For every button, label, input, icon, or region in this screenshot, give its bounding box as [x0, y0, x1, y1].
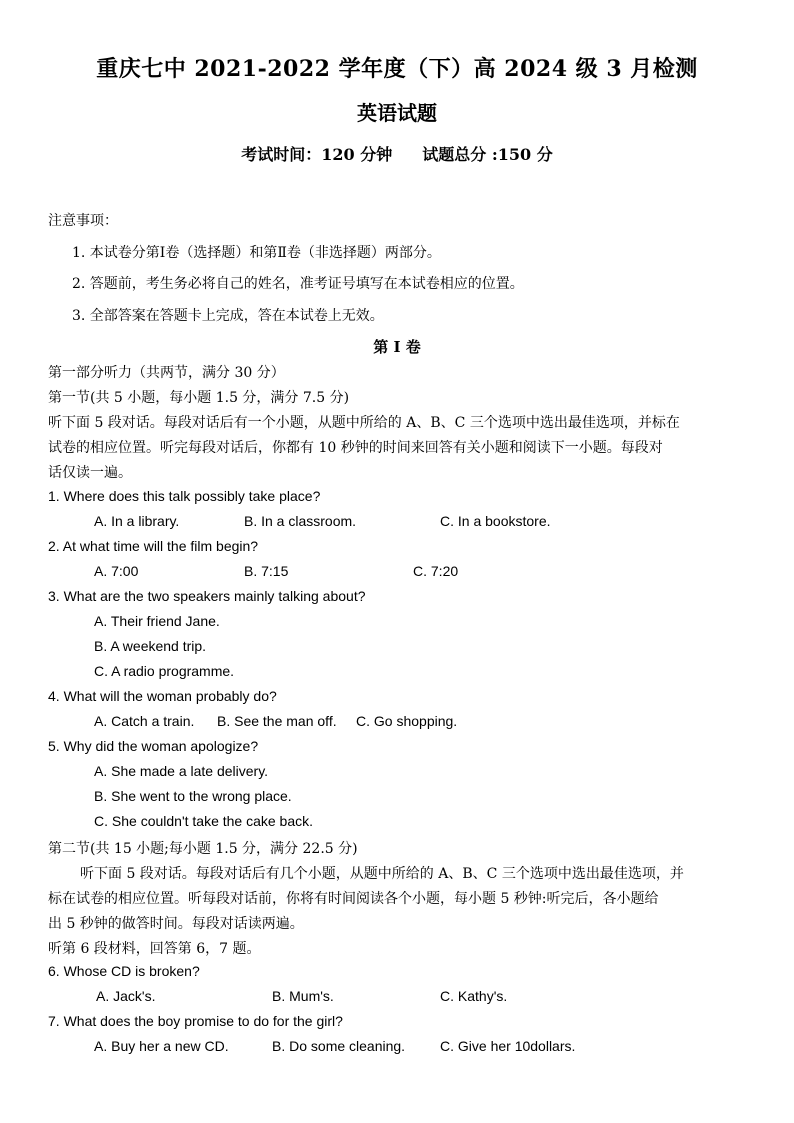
- option-a: A. Jack's.: [96, 988, 156, 1004]
- section-heading: 第二节(共 15 小题;每小题 1.5 分，满分 22.5 分): [48, 841, 358, 857]
- notice-item: 2. 答题前，考生务必将自己的姓名，准考证号填写在本试卷相应的位置。: [72, 276, 524, 292]
- instruction-line: 话仅读一遍。: [48, 465, 132, 481]
- question-stem: 7. What does the boy promise to do for the girl?: [48, 1013, 343, 1029]
- option-c: C. In a bookstore.: [440, 513, 551, 529]
- question-stem: 4. What will the woman probably do?: [48, 688, 277, 704]
- subject-title: 英语试题: [357, 101, 437, 125]
- option-a: A. 7:00: [94, 563, 139, 579]
- option-c: C. Give her 10dollars.: [440, 1038, 576, 1054]
- option-a: A. Catch a train.: [94, 713, 195, 729]
- question-stem: 6. Whose CD is broken?: [48, 963, 200, 979]
- option-c: C. 7:20: [413, 563, 459, 579]
- notice-item: 3. 全部答案在答题卡上完成，答在本试卷上无效。: [72, 308, 384, 324]
- instruction-line: 听下面 5 段对话。每段对话后有一个小题，从题中所给的 A、B、C 三个选项中选出最佳选项，并标在: [48, 415, 680, 431]
- option-a: A. Buy her a new CD.: [94, 1038, 229, 1054]
- instruction-line: 试卷的相应位置。听完每段对话后，你都有 10 秒钟的时间来回答有关小题和阅读下一小题。每段对: [48, 440, 663, 456]
- option-c: C. A radio programme.: [94, 663, 235, 679]
- instruction-line: 听下面 5 段对话。每段对话后有几个小题，从题中所给的 A、B、C 三个选项中选出最佳选项，并: [80, 866, 684, 882]
- exam-title: 重庆七中 2021-2022 学年度（下）高 2024 级 3 月检测: [96, 56, 698, 82]
- option-b: B. Mum's.: [272, 988, 334, 1004]
- option-c: C. Kathy's.: [440, 988, 508, 1004]
- option-b: B. A weekend trip.: [94, 638, 207, 654]
- option-b: B. Do some cleaning.: [272, 1038, 406, 1054]
- question-stem: 3. What are the two speakers mainly talking about?: [48, 588, 366, 604]
- instruction-line: 出 5 秒钟的做答时间。每段对话读两遍。: [48, 916, 304, 932]
- question-stem: 1. Where does this talk possibly take place?: [48, 488, 321, 504]
- notice-label: 注意事项：: [48, 213, 118, 229]
- option-b: B. See the man off.: [217, 713, 337, 729]
- option-b: B. In a classroom.: [244, 513, 357, 529]
- option-c: C. Go shopping.: [356, 713, 458, 729]
- section-heading: 第一节(共 5 小题，每小题 1.5 分，满分 7.5 分): [48, 390, 350, 406]
- total-score: 试题总分 :150 分: [422, 145, 553, 164]
- part-heading: 第一部分听力（共两节，满分 30 分）: [48, 365, 285, 381]
- question-stem: 2. At what time will the film begin?: [48, 538, 259, 554]
- option-a: A. She made a late delivery.: [94, 763, 269, 779]
- question-stem: 5. Why did the woman apologize?: [48, 738, 259, 754]
- exam-info: [0, 142, 794, 165]
- volume-title: 第 I 卷: [373, 338, 421, 356]
- option-b: B. She went to the wrong place.: [94, 788, 292, 804]
- notice-item: 1. 本试卷分第Ⅰ卷（选择题）和第Ⅱ卷（非选择题）两部分。: [72, 245, 441, 261]
- option-c: C. She couldn't take the cake back.: [94, 813, 314, 829]
- option-a: A. Their friend Jane.: [94, 613, 220, 629]
- option-b: B. 7:15: [244, 563, 289, 579]
- material-note: 听第 6 段材料，回答第 6，7 题。: [48, 941, 261, 957]
- instruction-line: 标在试卷的相应位置。听每段对话前，你将有时间阅读各个小题，每小题 5 秒钟:听完后，各小题给: [48, 891, 659, 907]
- option-a: A. In a library.: [94, 513, 180, 529]
- exam-time: 考试时间：120 分钟: [241, 145, 393, 164]
